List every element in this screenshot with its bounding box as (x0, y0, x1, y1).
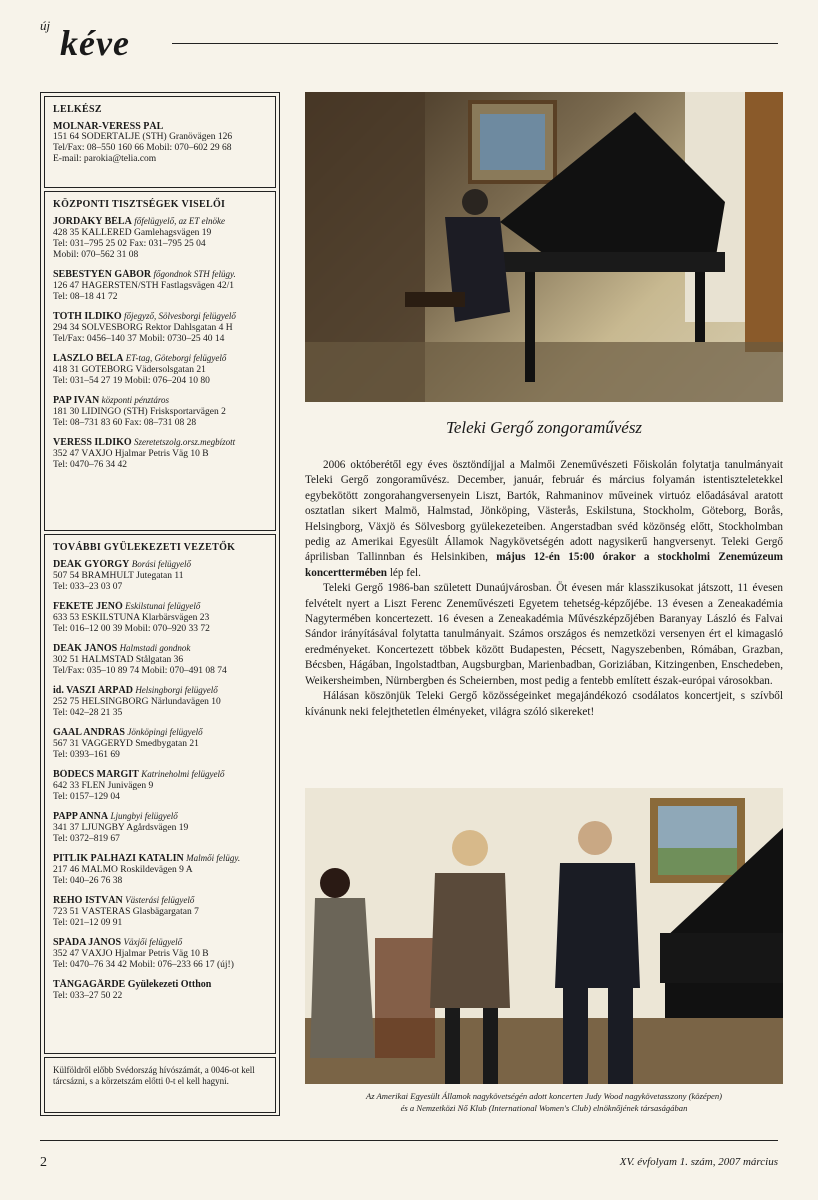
dialing-note: Külföldről előbb Svédország hívószámát, a 0046-ot kell tárcsázni, s a körzetszám előtti 0-t el kell hagyni. (53, 1065, 255, 1086)
leader-entry (53, 643, 267, 677)
contact-role: Västerási felügyelő (125, 895, 195, 905)
contact-detail: Tel: 0372–819 67 (53, 834, 120, 844)
contact-name: DEÁK GYÖRGY (53, 559, 130, 570)
contact-detail: 428 35 KÅLLERED Gamlehagsvägen 19 (53, 228, 212, 238)
leader-entry-heading (53, 937, 267, 949)
caption-line-1: Az Amerikai Egyesült Államok nagykövetségén adott koncerten Judy Wood nagykövetasszony (középen) (365, 1091, 723, 1101)
contact-name: BÖDECS MARGIT (53, 769, 139, 780)
pastor-address: 151 64 SÖDERTÄLJE (STH) Granövägen 126 (53, 132, 233, 142)
officer-entry (53, 353, 267, 387)
paragraph-1 (305, 458, 783, 581)
leader-entry-heading (53, 979, 267, 991)
leader-entry (53, 895, 267, 929)
leader-entry-heading (53, 727, 267, 739)
contact-name: PITLIK PÁLHÁZI KATALIN (53, 853, 184, 864)
pianist-photo (305, 92, 783, 402)
contact-role: Halmstadi gondnok (119, 643, 191, 653)
contact-detail: Tel: 033–23 03 07 (53, 582, 123, 592)
officer-entry-heading (53, 395, 267, 407)
contact-detail: Tel: 040–26 76 38 (53, 876, 123, 886)
contact-role: Ljungbyi felügyelő (110, 811, 178, 821)
contact-detail: 252 75 HELSINGBORG Närlundavägen 10 (53, 697, 221, 707)
contact-role: központi pénztáros (101, 395, 169, 405)
contact-detail: 507 54 BRÄMHULT Jutegatan 11 (53, 571, 184, 581)
contact-detail: Tel: 08–731 83 60 Fax: 08–731 08 28 (53, 418, 197, 428)
contact-detail: Mobil: 070–562 31 08 (53, 250, 139, 260)
leader-entry (53, 853, 267, 887)
pastor-box (44, 96, 276, 188)
paragraph-3: Hálásan köszönjük Teleki Gergő közösségeinket megajándékozó csodálatos koncertjeit, s szívből kívánunk neki felejthetetlen élményeket, világra szóló sikereket! (305, 690, 783, 718)
leader-entry-heading (53, 811, 267, 823)
contact-role: Malmői felügy. (186, 853, 241, 863)
article-title: Teleki Gergő zongoraművész (445, 418, 643, 437)
contact-detail: Tel: 042–28 21 35 (53, 708, 123, 718)
leader-entry-heading (53, 643, 267, 655)
pastor-heading: LELKÉSZ (53, 104, 102, 115)
contact-detail: Tel: 021–12 09 91 (53, 918, 123, 928)
leader-entry (53, 601, 267, 635)
pianist-photo-illustration (305, 92, 783, 402)
footer-rule (40, 1140, 778, 1141)
magazine-logo: kéve (60, 23, 130, 63)
photo-caption (305, 1090, 783, 1114)
leader-entry-heading (53, 601, 267, 613)
contact-name: TÓTH ILDIKÓ (53, 311, 122, 322)
leader-entry (53, 727, 267, 761)
leader-entry (53, 685, 267, 719)
contact-detail: Tel: 0157–129 04 (53, 792, 120, 802)
pastor-phone: Tel/Fax: 08–550 160 66 Mobil: 070–602 29 68 (53, 143, 232, 153)
contact-role: Helsingborgi felügyelő (135, 685, 218, 695)
header-mark: új (40, 18, 51, 33)
leader-entry (53, 811, 267, 845)
article-body (305, 458, 783, 720)
page-number: 2 (40, 1155, 47, 1170)
contact-name: PAP IVÁN (53, 395, 100, 406)
contact-detail: 642 33 FLEN Junivägen 9 (53, 781, 154, 791)
officer-entry-heading (53, 216, 267, 228)
contact-detail: 633 53 ESKILSTUNA Klarbärsvägen 23 (53, 613, 210, 623)
contact-detail: Tel: 0393–161 69 (53, 750, 120, 760)
officer-entry-heading (53, 437, 267, 449)
contact-name: SPÁDA JÁNOS (53, 937, 122, 948)
leader-entry-heading (53, 685, 267, 697)
leaders-list (53, 559, 267, 1002)
embassy-photo-illustration (305, 788, 783, 1084)
contact-detail: 352 47 VÄXJÖ Hjalmar Petris Väg 10 B (53, 949, 209, 959)
leader-entry-heading (53, 895, 267, 907)
contacts-sidebar (40, 92, 280, 1116)
contact-role: főgondnok STH felügy. (153, 269, 236, 279)
officers-box (44, 191, 276, 531)
contact-detail: Tel/Fax: 035–10 89 74 Mobil: 070–491 08 74 (53, 666, 227, 676)
contact-detail: Tel: 08–18 41 72 (53, 292, 118, 302)
contact-name: JORDÁKY BÉLA (53, 216, 132, 227)
contact-role: ET-tag, Göteborgi felügyelő (125, 353, 227, 363)
leader-entry-heading (53, 853, 267, 865)
contact-name: PAPP ANNA (53, 811, 109, 822)
officer-entry (53, 216, 267, 261)
contact-role: Jönköpingi felügyelő (127, 727, 203, 737)
contact-detail: Tel: 031–795 25 02 Fax: 031–795 25 04 (53, 239, 206, 249)
leader-entry-heading (53, 559, 267, 571)
contact-detail: Tel/Fax: 0456–140 37 Mobil: 0730–25 40 14 (53, 334, 225, 344)
leader-entry (53, 979, 267, 1002)
pastor-name: MOLNÁR-VERESS PÁL (53, 121, 164, 132)
contact-detail: Tel: 016–12 00 39 Mobil: 070–920 33 72 (53, 624, 210, 634)
pastor-email: E-mail: parokia@telia.com (53, 154, 157, 164)
officer-entry (53, 395, 267, 429)
pastor-entry (53, 121, 267, 165)
officer-entry-heading (53, 353, 267, 365)
contact-name: REHÓ ISTVÁN (53, 895, 123, 906)
contact-detail: Tel: 033–27 50 22 (53, 991, 123, 1001)
contact-detail: 352 47 VÄXJÖ Hjalmar Petris Väg 10 B (53, 449, 209, 459)
paragraph-1-text: 2006 októberétől egy éves ösztöndíjjal a Malmői Zeneművészeti Főiskolán folytatja tanulmányait Teleki Gergő zongoraművész. December, január, február és március folyamán istentiszteletekkel egybekötött zongorahangversenyein Liszt, Bartók, Rahmaninov műveinek virtuóz előadásával aratott osztatlan sikert Malmö, Halmstad, Jönköping, Västerås, Eskilstuna, Stockholm, Göteborg, Borås, Helsingborg, Växjö és Sölvesborg gyülekezeteiben. Angerstadban svéd közönség előtt, Stockholmban pedig az Amerikai Egyesült Államok Nagykövetségén adott nagysikerű hangversenyt. Teleki Gergő áprilisban Tallinnban és Helsinkiben, (305, 459, 783, 564)
contact-name: id. VASZI ÁRPÁD (53, 685, 133, 696)
officers-heading: KÖZPONTI TISZTSÉGEK VISELŐI (53, 199, 226, 210)
leaders-heading: TOVÁBBI GYÜLEKEZETI VEZETŐK (53, 542, 236, 553)
leader-entry (53, 769, 267, 803)
contact-role: főjegyző, Sölvesborgi felügyelő (124, 311, 236, 321)
leader-entry (53, 937, 267, 971)
contact-role: Eskilstunai felügyelő (125, 601, 201, 611)
contact-role: főfelügyelő, az ET elnöke (134, 216, 226, 226)
contact-role: Szeretetszolg.orsz.megbízott (134, 437, 236, 447)
contact-name: SEBESTYÉN GÁBOR (53, 269, 152, 280)
officer-entry-heading (53, 269, 267, 281)
contact-detail: 723 51 VÄSTERÅS Glasbägargatan 7 (53, 907, 199, 917)
contact-role: Katrineholmi felügyelő (141, 769, 225, 779)
leaders-box (44, 534, 276, 1054)
contact-detail: 418 31 GÖTEBORG Vädersolsgatan 21 (53, 365, 206, 375)
contact-detail: 126 47 HÄGERSTEN/STH Fastlagsvägen 42/1 (53, 281, 235, 291)
contact-detail: 341 37 LJUNGBY Agårdsvägen 19 (53, 823, 189, 833)
issue-info: XV. évfolyam 1. szám, 2007 március (619, 1156, 778, 1168)
paragraph-1-end: lép fel. (387, 566, 421, 579)
contact-detail: 217 46 MALMÖ Roskildevägen 9 A (53, 865, 193, 875)
contact-role: Växjői felügyelő (123, 937, 183, 947)
contact-detail: Tel: 0470–76 34 42 Mobil: 076–233 66 17 (új!) (53, 960, 234, 970)
contact-detail: 302 51 HALMSTAD Stålgatan 36 (53, 655, 184, 665)
dialing-note-box (44, 1057, 276, 1113)
header-rule (172, 43, 778, 44)
contact-name: GAAL ANDRÁS (53, 727, 125, 738)
paragraph-1-highlight: május 12-én 15:00 órakor a stockholmi Zenemúzeum koncerttermében (305, 551, 783, 579)
leader-entry-heading (53, 769, 267, 781)
contact-name: TÅNGAGÅRDE Gyülekezeti Otthon (53, 979, 212, 990)
officer-entry-heading (53, 311, 267, 323)
contact-role: Borási felügyelő (131, 559, 192, 569)
contact-name: DEÁK JÁNOS (53, 643, 118, 654)
contact-detail: Tel: 031–54 27 19 Mobil: 076–204 10 80 (53, 376, 210, 386)
officers-list (53, 216, 267, 471)
contact-detail: 181 30 LIDINGÖ (STH) Frisksportarvägen 2 (53, 407, 226, 417)
embassy-concert-photo (305, 788, 783, 1084)
contact-name: FEKETE JENŐ (53, 601, 123, 612)
contact-name: LÁSZLÓ BÉLA (53, 353, 124, 364)
paragraph-2: Teleki Gergő 1986-ban született Dunaújvárosban. Öt évesen már klasszikusokat játszott, 11 évesen felvételt nyert a Liszt Ferenc Zeneművészeti Egyetem tehetség-képzőjébe. 13 évesen a Zeneakadémia Nagytermében koncertezett. 16 évesen a Zeneakadémia Művészképzőjében Baranyay László és Falvai Sándor irányításával folytatta tanulmányait. Számos országos és nemzetközi versenyen ért el kimagasló eredményeket. Koncertezett többek között Budapesten, Pécsett, Nagyszebenben, Rómában, Grazban, Bécsben, Hágában, Ingolstadtban, Augsburgban, Marienbadban, Goriziában, Kitzingenben, Enschedeben, Weikersheimben, Nürnbergben és Scheiernben, most pedig a fentebb említett észak-európai városokban. (305, 582, 783, 687)
caption-line-2: és a Nemzetközi Nő Klub (International Women's Club) elnöknőjének társaságában (400, 1103, 688, 1113)
officer-entry (53, 269, 267, 303)
contact-detail: Tel: 0470–76 34 42 (53, 460, 128, 470)
contact-detail: 567 31 VAGGERYD Smedbygatan 21 (53, 739, 199, 749)
contact-detail: 294 34 SÖLVESBORG Rektor Dahlsgatan 4 H (53, 323, 233, 333)
leader-entry (53, 559, 267, 593)
officer-entry (53, 311, 267, 345)
officer-entry (53, 437, 267, 471)
contact-name: VERESS ILDIKÓ (53, 437, 132, 448)
